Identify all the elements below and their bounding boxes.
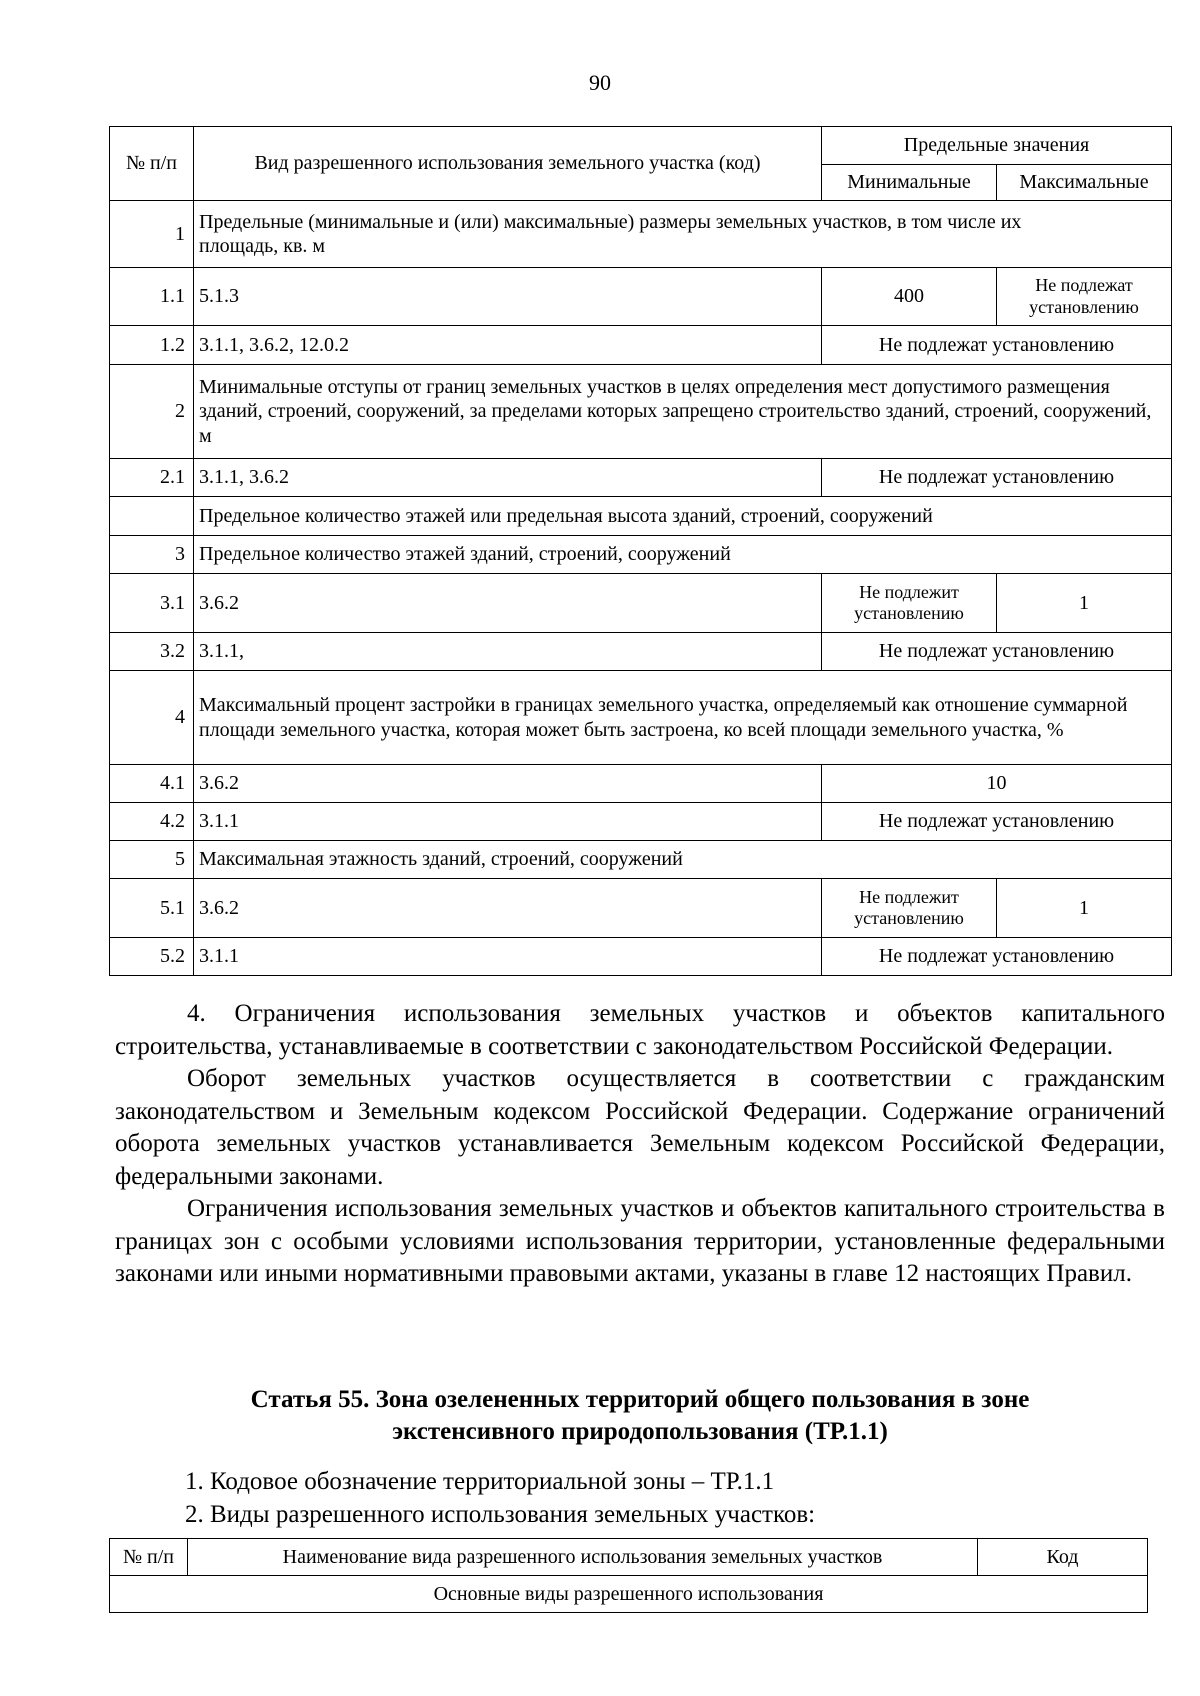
- row-code: 3.6.2: [194, 574, 822, 633]
- row-value: Не подлежат установлению: [822, 803, 1172, 841]
- table-row: [110, 326, 1172, 365]
- numbered-list: [185, 1465, 1165, 1531]
- article-title-line-1: Статья 55. Зона озелененных территорий общего пользования в зоне: [250, 1386, 1030, 1413]
- limit-values-table: [109, 126, 1172, 976]
- row-section-text: Минимальные отступы от границ земельных участков в целях определения мест допустимого размещения зданий, строений, сооружений, за пределами которых запрещено строительство зданий, строений, сооружений, м: [194, 365, 1172, 459]
- row-code: 3.1.1, 3.6.2, 12.0.2: [194, 326, 822, 365]
- row-num: 1.2: [110, 326, 194, 365]
- table-row: [110, 497, 1172, 536]
- row-code: 3.1.1: [194, 938, 822, 976]
- row-code: 3.6.2: [194, 765, 822, 803]
- row-max: 1: [997, 879, 1172, 938]
- table-row: [110, 574, 1172, 633]
- header-kind: Вид разрешенного использования земельного участка (код): [194, 127, 822, 201]
- row-min: Не подлежит установлению: [822, 574, 997, 633]
- row-num: 1.1: [110, 268, 194, 326]
- row-num: 2.1: [110, 459, 194, 497]
- article-title: [115, 1384, 1165, 1448]
- row-code: 3.6.2: [194, 879, 822, 938]
- body-text: [115, 998, 1165, 1291]
- row-section-text: Максимальная этажность зданий, строений, сооружений: [194, 841, 1172, 879]
- row-value: Не подлежат установлению: [822, 459, 1172, 497]
- table-row: [110, 536, 1172, 574]
- header-min: Минимальные: [822, 165, 997, 201]
- row-num: 4: [110, 671, 194, 765]
- table-row: [110, 268, 1172, 326]
- paragraph-special-zones: Ограничения использования земельных участков и объектов капитального строительства в границах зон с особыми условиями использования территории, установленные федеральными законами или иными нормативными правовыми актами, указаны в главе 12 настоящих Правил.: [115, 1195, 1165, 1287]
- row-value: Не подлежат установлению: [822, 326, 1172, 365]
- paragraph-land-turnover: Оборот земельных участков осуществляется в соответствии с гражданским законодательством и Земельным кодексом Российской Федерации. Содержание ограничений оборота земельных участков устанавливается Земельным кодексом Российской Федерации, федеральными законами.: [115, 1065, 1165, 1190]
- row-num: [110, 497, 194, 536]
- list-item: 1. Кодовое обозначение территориальной зоны – ТР.1.1: [185, 1468, 775, 1495]
- header-num: № п/п: [110, 1539, 188, 1576]
- row-value: Не подлежат установлению: [822, 938, 1172, 976]
- row-section-text: Предельное количество этажей зданий, строений, сооружений: [194, 536, 1172, 574]
- table-header-row: [110, 1539, 1148, 1576]
- row-num: 1: [110, 201, 194, 268]
- header-limit-values: Предельные значения: [822, 127, 1172, 165]
- article-title-line-2: экстенсивного природопользования (ТР.1.1): [392, 1418, 888, 1445]
- row-num: 3.1: [110, 574, 194, 633]
- table-row: [110, 803, 1172, 841]
- list-item: 2. Виды разрешенного использования земельных участков:: [185, 1501, 816, 1528]
- row-num: 2: [110, 365, 194, 459]
- header-code: Код: [978, 1539, 1148, 1576]
- header-max: Максимальные: [997, 165, 1172, 201]
- table-row: [110, 938, 1172, 976]
- row-code: 3.1.1, 3.6.2: [194, 459, 822, 497]
- table-row: [110, 671, 1172, 765]
- section-label: Основные виды разрешенного использования: [110, 1576, 1148, 1613]
- table-row: [110, 879, 1172, 938]
- row-min: 400: [822, 268, 997, 326]
- row-num: 3.2: [110, 633, 194, 671]
- row-max: 1: [997, 574, 1172, 633]
- table-row: [110, 765, 1172, 803]
- table-section-row: [110, 1576, 1148, 1613]
- table-header-row: [110, 127, 1172, 165]
- table-row: [110, 841, 1172, 879]
- header-name: Наименование вида разрешенного использования земельных участков: [188, 1539, 978, 1576]
- page-number: 90: [589, 70, 611, 95]
- row-value: 10: [822, 765, 1172, 803]
- table-row: [110, 459, 1172, 497]
- row-num: 5: [110, 841, 194, 879]
- row-section-text: Предельные (минимальные и (или) максимальные) размеры земельных участков, в том числе их площадь, кв. м: [194, 201, 1172, 268]
- row-section-text: Предельное количество этажей или предельная высота зданий, строений, сооружений: [194, 497, 1172, 536]
- table-row: [110, 201, 1172, 268]
- row-value: Не подлежат установлению: [822, 633, 1172, 671]
- header-num: № п/п: [110, 127, 194, 201]
- table-row: [110, 365, 1172, 459]
- row-max: Не подлежат установлению: [997, 268, 1172, 326]
- row-num: 3: [110, 536, 194, 574]
- permitted-uses-table: [109, 1538, 1148, 1613]
- paragraph-restrictions: 4. Ограничения использования земельных участков и объектов капитального строительства, устанавливаемые в соответствии с законодательством Российской Федерации.: [115, 1000, 1165, 1060]
- row-num: 4.2: [110, 803, 194, 841]
- row-num: 4.1: [110, 765, 194, 803]
- row-code: 5.1.3: [194, 268, 822, 326]
- row-min: Не подлежит установлению: [822, 879, 997, 938]
- table-row: [110, 633, 1172, 671]
- row-section-text: Максимальный процент застройки в границах земельного участка, определяемый как отношение суммарной площади земельного участка, которая может быть застроена, ко всей площади земельного участка, %: [194, 671, 1172, 765]
- row-code: 3.1.1,: [194, 633, 822, 671]
- row-code: 3.1.1: [194, 803, 822, 841]
- row-num: 5.1: [110, 879, 194, 938]
- row-num: 5.2: [110, 938, 194, 976]
